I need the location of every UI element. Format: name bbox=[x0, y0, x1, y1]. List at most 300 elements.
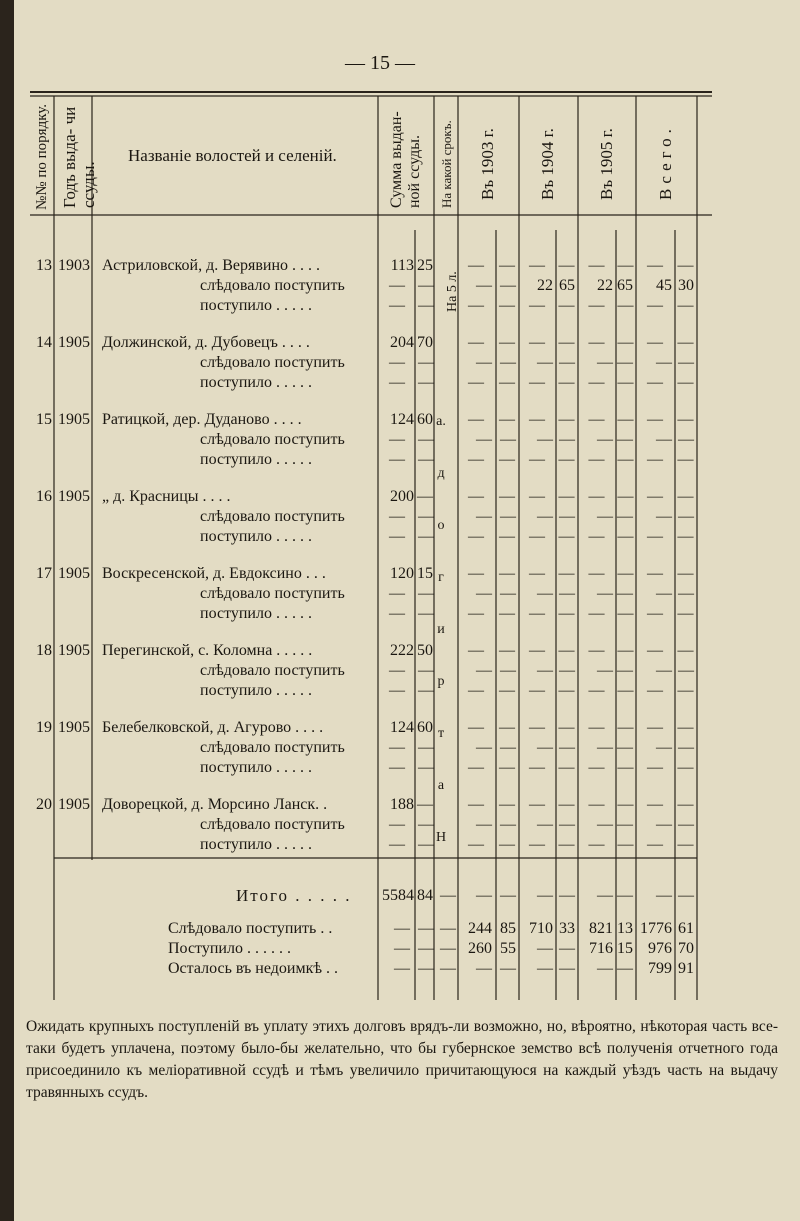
totals-sum-dash: — bbox=[418, 920, 434, 937]
entry-received-value: — bbox=[468, 759, 484, 776]
entry-year-value: — bbox=[617, 719, 634, 736]
entry-sum-dash: — bbox=[418, 374, 434, 391]
entry-year-value: — bbox=[529, 565, 545, 582]
entry-name: Белебелковской, д. Агурово . . . . bbox=[102, 719, 324, 736]
totals-sum-kopecks: 84 bbox=[417, 887, 433, 904]
entry-received-value: — bbox=[499, 682, 515, 699]
entry-year-value: — bbox=[677, 565, 694, 582]
entry-due-value: — bbox=[476, 431, 492, 448]
term-letter: д bbox=[437, 466, 445, 481]
entry-due-value: — bbox=[617, 508, 633, 525]
entry-received-value: — bbox=[558, 682, 575, 699]
entry-name: Астриловской, д. Верявино . . . . bbox=[102, 257, 321, 274]
totals-remaining-value: — bbox=[559, 960, 575, 977]
entry-received-value: — bbox=[588, 759, 605, 776]
entry-year-value: — bbox=[499, 719, 515, 736]
term-letter: г bbox=[438, 570, 444, 585]
totals-remaining-label: Осталось въ недоимкѣ . . bbox=[168, 960, 339, 977]
totals-year-dash: — bbox=[597, 887, 613, 904]
entry-received-value: — bbox=[468, 297, 484, 314]
totals-sum-dash: — bbox=[418, 960, 434, 977]
entry-sum-dash: — bbox=[418, 585, 434, 602]
entry-sum-rubles: 124 bbox=[390, 719, 414, 736]
totals-year-dash: — bbox=[537, 887, 553, 904]
entry-sum-kopecks: 15 bbox=[417, 565, 433, 582]
totals-due-value: 821 bbox=[589, 920, 613, 937]
entry-due-value: — bbox=[559, 431, 575, 448]
term-in-three-years bbox=[431, 415, 451, 883]
entry-received-value: — bbox=[558, 836, 575, 853]
entry-due-value: 65 bbox=[559, 277, 575, 294]
page-number: — 15 — bbox=[345, 52, 415, 74]
entry-sum-dash: — bbox=[418, 451, 434, 468]
entry-received-value: — bbox=[529, 528, 545, 545]
entry-year-value: — bbox=[558, 257, 575, 274]
totals-remaining-value: — bbox=[617, 960, 633, 977]
entry-due-value: — bbox=[656, 662, 672, 679]
entry-year-value: — bbox=[647, 334, 663, 351]
totals-sum-dash: — bbox=[440, 960, 456, 977]
entry-received-value: — bbox=[558, 528, 575, 545]
entry-due-value: — bbox=[597, 354, 613, 371]
totals-received-value: 70 bbox=[678, 940, 694, 957]
entry-due-label: слѣдовало поступить bbox=[200, 508, 345, 525]
entry-sum-rubles: 188 bbox=[390, 796, 414, 813]
entry-sum-kopecks: 60 bbox=[417, 411, 433, 428]
entry-received-value: — bbox=[647, 297, 663, 314]
entry-year-value: — bbox=[499, 257, 515, 274]
entry-year-value: — bbox=[617, 334, 634, 351]
entry-year-value: — bbox=[499, 796, 515, 813]
entry-year-value: — bbox=[617, 796, 634, 813]
entry-received-label: поступило . . . . . bbox=[200, 836, 312, 853]
entry-sum-dash: — bbox=[418, 297, 434, 314]
entry-sum-kopecks: — bbox=[417, 796, 433, 813]
totals-due-value: 33 bbox=[559, 920, 575, 937]
header-order-number: №№ по порядку. bbox=[34, 103, 50, 210]
entry-sum-dash: — bbox=[389, 816, 405, 833]
entry-due-label: слѣдовало поступить bbox=[200, 585, 345, 602]
entry-year-value: — bbox=[499, 334, 515, 351]
entry-due-value: — bbox=[500, 431, 516, 448]
entry-due-value: — bbox=[617, 662, 633, 679]
totals-sum-dash: — bbox=[394, 960, 410, 977]
entry-due-value: — bbox=[678, 816, 694, 833]
totals-term-dash: — bbox=[440, 887, 456, 904]
entry-received-label: поступило . . . . . bbox=[200, 528, 312, 545]
entry-sum-kopecks: 50 bbox=[417, 642, 433, 659]
entry-due-value: — bbox=[617, 431, 633, 448]
entry-year-value: — bbox=[468, 796, 484, 813]
header-year-issued: Годъ выда- чи ссуды. bbox=[60, 106, 98, 208]
entry-due-value: — bbox=[597, 508, 613, 525]
totals-sum-dash: — bbox=[440, 920, 456, 937]
term-letter: а bbox=[437, 778, 445, 793]
entry-year-value: — bbox=[677, 642, 694, 659]
header-1904: Въ 1904 г. bbox=[538, 128, 557, 200]
entry-due-value: — bbox=[656, 816, 672, 833]
entry-due-value: 45 bbox=[656, 277, 672, 294]
entry-year-value: — bbox=[617, 565, 634, 582]
entry-received-value: — bbox=[617, 374, 634, 391]
entry-name: „ д. Красницы . . . . bbox=[102, 488, 231, 505]
entry-year-value: — bbox=[468, 257, 484, 274]
totals-sum-dash: — bbox=[394, 920, 410, 937]
header-loan-sum: Сумма выдан- ной ссуды. bbox=[388, 111, 423, 208]
entry-year-value: — bbox=[468, 334, 484, 351]
totals-received-value: 976 bbox=[648, 940, 672, 957]
header-total: Всего. bbox=[656, 124, 675, 200]
term-letter: р bbox=[437, 674, 445, 689]
entry-sum-dash: — bbox=[389, 759, 405, 776]
entry-due-value: — bbox=[537, 585, 553, 602]
totals-received-value: — bbox=[537, 940, 553, 957]
entry-year-value: — bbox=[588, 257, 605, 274]
totals-remaining-value: — bbox=[537, 960, 553, 977]
term-five-years: На 5 л. bbox=[445, 271, 460, 312]
entry-sum-dash: — bbox=[389, 297, 405, 314]
totals-due-value: 13 bbox=[617, 920, 633, 937]
entry-year-value: — bbox=[558, 719, 575, 736]
totals-received-value: 716 bbox=[589, 940, 613, 957]
entry-year-value: — bbox=[588, 411, 605, 428]
entry-sum-dash: — bbox=[389, 739, 405, 756]
entry-sum-rubles: 113 bbox=[390, 257, 414, 274]
entry-received-value: — bbox=[558, 451, 575, 468]
entry-year: 1905 bbox=[58, 565, 90, 582]
entry-due-label: слѣдовало поступить bbox=[200, 662, 345, 679]
entry-received-value: — bbox=[529, 836, 545, 853]
entry-number: 17 bbox=[36, 565, 52, 582]
body-paragraph: Ожидать крупныхъ поступленій въ уплату этихъ долговъ врядъ-ли возможно, но, вѣроятно, нѣкоторая часть все-таки будетъ уплачена, поэтому было-бы желательно, что бы губернское земство всѣ полученія отчетного года присоединило къ меліоративной ссудѣ и тѣмъ увеличило причитающуюся на каждый уѣздъ часть на выдачу травянныхъ ссудъ. bbox=[26, 1018, 778, 1101]
entry-sum-rubles: 120 bbox=[390, 565, 414, 582]
entry-year-value: — bbox=[647, 565, 663, 582]
entry-sum-kopecks: 60 bbox=[417, 719, 433, 736]
entry-number: 20 bbox=[36, 796, 52, 813]
entry-due-value: — bbox=[537, 816, 553, 833]
entry-year-value: — bbox=[499, 488, 515, 505]
entry-sum-dash: — bbox=[389, 605, 405, 622]
entry-due-value: — bbox=[617, 585, 633, 602]
entry-received-value: — bbox=[588, 374, 605, 391]
entry-received-value: — bbox=[647, 836, 663, 853]
totals-sum-dash: — bbox=[394, 940, 410, 957]
term-letter: Н bbox=[435, 830, 447, 845]
entry-year-value: — bbox=[617, 411, 634, 428]
totals-remaining-value: — bbox=[476, 960, 492, 977]
entry-received-label: поступило . . . . . bbox=[200, 451, 312, 468]
entry-received-value: — bbox=[468, 836, 484, 853]
header-1903: Въ 1903 г. bbox=[478, 128, 497, 200]
entry-received-value: — bbox=[647, 605, 663, 622]
entry-year-value: — bbox=[558, 488, 575, 505]
entry-year-value: — bbox=[558, 642, 575, 659]
entry-received-value: — bbox=[588, 297, 605, 314]
entry-year-value: — bbox=[468, 488, 484, 505]
entry-year-value: — bbox=[677, 411, 694, 428]
entry-received-value: — bbox=[468, 682, 484, 699]
entry-year-value: — bbox=[647, 488, 663, 505]
entry-received-value: — bbox=[529, 682, 545, 699]
entry-due-label: слѣдовало поступить bbox=[200, 354, 345, 371]
totals-due-value: 85 bbox=[500, 920, 516, 937]
totals-sum-dash: — bbox=[440, 940, 456, 957]
entry-year-value: — bbox=[529, 642, 545, 659]
entry-due-value: — bbox=[678, 662, 694, 679]
entry-due-value: — bbox=[500, 277, 516, 294]
entry-received-value: — bbox=[588, 682, 605, 699]
entry-due-value: — bbox=[597, 585, 613, 602]
totals-year-dash: — bbox=[559, 887, 575, 904]
entry-received-value: — bbox=[677, 682, 694, 699]
entry-due-value: — bbox=[597, 662, 613, 679]
entry-sum-dash: — bbox=[418, 759, 434, 776]
entry-received-value: — bbox=[647, 682, 663, 699]
entry-due-value: — bbox=[476, 508, 492, 525]
entry-sum-kopecks: 70 bbox=[417, 334, 433, 351]
entry-year: 1905 bbox=[58, 411, 90, 428]
entry-year: 1905 bbox=[58, 719, 90, 736]
entry-sum-rubles: 222 bbox=[390, 642, 414, 659]
entry-due-value: — bbox=[476, 277, 492, 294]
entry-received-value: — bbox=[647, 528, 663, 545]
entry-year-value: — bbox=[588, 565, 605, 582]
entry-received-value: — bbox=[677, 451, 694, 468]
entry-sum-dash: — bbox=[389, 682, 405, 699]
entry-year-value: — bbox=[677, 719, 694, 736]
entry-received-value: — bbox=[677, 374, 694, 391]
entry-number: 19 bbox=[36, 719, 52, 736]
entry-received-label: поступило . . . . . bbox=[200, 682, 312, 699]
entry-due-value: — bbox=[678, 739, 694, 756]
totals-year-dash: — bbox=[476, 887, 492, 904]
entry-year-value: — bbox=[529, 488, 545, 505]
entry-due-value: — bbox=[597, 431, 613, 448]
entry-received-value: — bbox=[558, 605, 575, 622]
entry-sum-dash: — bbox=[418, 508, 434, 525]
entry-name: Должинской, д. Дубовецъ . . . . bbox=[102, 334, 310, 351]
entry-sum-kopecks: 25 bbox=[417, 257, 433, 274]
entry-received-value: — bbox=[617, 451, 634, 468]
entry-due-label: слѣдовало поступить bbox=[200, 277, 345, 294]
totals-received-value: 15 bbox=[617, 940, 633, 957]
entry-sum-dash: — bbox=[389, 277, 405, 294]
entry-due-value: — bbox=[597, 739, 613, 756]
entry-due-value: — bbox=[617, 739, 633, 756]
entry-sum-dash: — bbox=[418, 816, 434, 833]
entry-sum-dash: — bbox=[418, 836, 434, 853]
entry-due-value: 22 bbox=[537, 277, 553, 294]
entry-sum-dash: — bbox=[418, 605, 434, 622]
entry-received-value: — bbox=[468, 374, 484, 391]
entry-received-value: — bbox=[529, 605, 545, 622]
entry-due-value: — bbox=[476, 585, 492, 602]
entry-year: 1905 bbox=[58, 488, 90, 505]
term-letter: т bbox=[437, 726, 445, 741]
entry-received-value: — bbox=[677, 528, 694, 545]
entry-received-value: — bbox=[529, 759, 545, 776]
entry-due-label: слѣдовало поступить bbox=[200, 431, 345, 448]
entry-due-value: — bbox=[537, 508, 553, 525]
totals-sum-dash: — bbox=[418, 940, 434, 957]
entry-due-value: — bbox=[500, 816, 516, 833]
entry-received-value: — bbox=[588, 451, 605, 468]
entry-due-value: — bbox=[537, 354, 553, 371]
entry-year-value: — bbox=[588, 488, 605, 505]
entry-name: Доворецкой, д. Морсино Ланск. . bbox=[102, 796, 328, 813]
totals-year-dash: — bbox=[617, 887, 633, 904]
entry-received-value: — bbox=[647, 759, 663, 776]
entry-due-value: — bbox=[678, 354, 694, 371]
entry-due-label: слѣдовало поступить bbox=[200, 816, 345, 833]
entry-year-value: — bbox=[529, 719, 545, 736]
entry-received-value: — bbox=[647, 451, 663, 468]
entry-year: 1905 bbox=[58, 796, 90, 813]
entry-received-label: поступило . . . . . bbox=[200, 759, 312, 776]
entry-received-value: — bbox=[468, 451, 484, 468]
entry-received-value: — bbox=[499, 605, 515, 622]
entry-due-value: — bbox=[617, 354, 633, 371]
entry-received-value: — bbox=[677, 605, 694, 622]
totals-due-value: 1776 bbox=[640, 920, 672, 937]
entry-due-value: — bbox=[559, 508, 575, 525]
entry-sum-dash: — bbox=[389, 431, 405, 448]
entry-received-value: — bbox=[558, 374, 575, 391]
entry-number: 18 bbox=[36, 642, 52, 659]
entry-year-value: — bbox=[677, 796, 694, 813]
totals-received-value: — bbox=[559, 940, 575, 957]
entry-year-value: — bbox=[617, 488, 634, 505]
entry-due-value: — bbox=[559, 662, 575, 679]
entry-sum-dash: — bbox=[389, 451, 405, 468]
entry-year-value: — bbox=[647, 796, 663, 813]
entry-due-value: — bbox=[678, 431, 694, 448]
entry-sum-dash: — bbox=[389, 836, 405, 853]
entry-year-value: — bbox=[677, 257, 694, 274]
entry-received-value: — bbox=[617, 759, 634, 776]
entry-due-value: — bbox=[559, 739, 575, 756]
entry-number: 16 bbox=[36, 488, 52, 505]
entry-due-value: — bbox=[678, 585, 694, 602]
entry-received-value: — bbox=[499, 836, 515, 853]
entry-year-value: — bbox=[617, 642, 634, 659]
entry-sum-rubles: 124 bbox=[390, 411, 414, 428]
entry-due-value: — bbox=[597, 816, 613, 833]
entry-sum-rubles: 200 bbox=[390, 488, 414, 505]
entry-due-value: — bbox=[500, 739, 516, 756]
totals-year-dash: — bbox=[678, 887, 694, 904]
entry-sum-dash: — bbox=[389, 374, 405, 391]
entry-year-value: — bbox=[558, 334, 575, 351]
entry-due-value: — bbox=[476, 662, 492, 679]
entry-sum-dash: — bbox=[389, 662, 405, 679]
entry-due-value: — bbox=[559, 585, 575, 602]
entry-received-value: — bbox=[529, 374, 545, 391]
totals-received-value: 55 bbox=[500, 940, 516, 957]
entry-received-value: — bbox=[677, 836, 694, 853]
totals-received-value: 260 bbox=[468, 940, 492, 957]
entry-sum-dash: — bbox=[418, 431, 434, 448]
entry-sum-dash: — bbox=[418, 528, 434, 545]
totals-received-label: Поступило . . . . . . bbox=[168, 940, 291, 957]
entry-name: Воскресенской, д. Евдоксино . . . bbox=[102, 565, 326, 582]
entry-received-value: — bbox=[558, 759, 575, 776]
term-letter: а. bbox=[436, 414, 446, 429]
entry-received-value: — bbox=[617, 836, 634, 853]
entry-due-value: — bbox=[656, 585, 672, 602]
entry-name: Ратицкой, дер. Дуданово . . . . bbox=[102, 411, 302, 428]
entry-year-value: — bbox=[617, 257, 634, 274]
entry-received-value: — bbox=[499, 759, 515, 776]
entry-year-value: — bbox=[499, 565, 515, 582]
entry-year-value: — bbox=[647, 719, 663, 736]
entry-sum-dash: — bbox=[389, 585, 405, 602]
entry-year-value: — bbox=[677, 488, 694, 505]
entry-received-value: — bbox=[499, 374, 515, 391]
entry-due-value: 30 bbox=[678, 277, 694, 294]
entry-year-value: — bbox=[588, 334, 605, 351]
entry-sum-dash: — bbox=[418, 739, 434, 756]
entry-due-value: — bbox=[656, 431, 672, 448]
entry-sum-kopecks: — bbox=[417, 488, 433, 505]
entry-number: 13 bbox=[36, 257, 52, 274]
entry-received-label: поступило . . . . . bbox=[200, 374, 312, 391]
entry-due-label: слѣдовало поступить bbox=[200, 739, 345, 756]
entry-sum-rubles: 204 bbox=[390, 334, 414, 351]
entry-year-value: — bbox=[499, 642, 515, 659]
entry-year-value: — bbox=[647, 642, 663, 659]
header-1905: Въ 1905 г. bbox=[597, 128, 616, 200]
entry-year-value: — bbox=[677, 334, 694, 351]
term-letter: и bbox=[437, 622, 445, 637]
header-term: На какой срокъ. bbox=[439, 120, 454, 208]
entry-number: 14 bbox=[36, 334, 52, 351]
entry-received-value: — bbox=[647, 374, 663, 391]
entry-year-value: — bbox=[529, 796, 545, 813]
entry-year-value: — bbox=[468, 719, 484, 736]
entry-year-value: — bbox=[588, 642, 605, 659]
entry-sum-dash: — bbox=[418, 662, 434, 679]
entry-sum-dash: — bbox=[389, 528, 405, 545]
entry-due-value: — bbox=[500, 508, 516, 525]
entry-year-value: — bbox=[529, 334, 545, 351]
entry-due-value: 65 bbox=[617, 277, 633, 294]
entry-year-value: — bbox=[588, 796, 605, 813]
totals-remaining-value: 799 bbox=[648, 960, 672, 977]
entry-received-value: — bbox=[529, 297, 545, 314]
entry-received-value: — bbox=[677, 759, 694, 776]
entry-year-value: — bbox=[529, 257, 545, 274]
entry-received-value: — bbox=[499, 528, 515, 545]
entry-year: 1903 bbox=[58, 257, 90, 274]
entry-received-value: — bbox=[529, 451, 545, 468]
entry-received-value: — bbox=[588, 836, 605, 853]
entry-due-value: — bbox=[537, 739, 553, 756]
entry-year-value: — bbox=[647, 411, 663, 428]
entry-received-value: — bbox=[617, 682, 634, 699]
entry-sum-dash: — bbox=[418, 682, 434, 699]
entry-received-value: — bbox=[617, 528, 634, 545]
entry-due-value: — bbox=[476, 816, 492, 833]
entry-year-value: — bbox=[468, 411, 484, 428]
entry-received-value: — bbox=[588, 605, 605, 622]
entry-sum-dash: — bbox=[418, 354, 434, 371]
entry-received-value: — bbox=[468, 528, 484, 545]
entry-year-value: — bbox=[647, 257, 663, 274]
entry-year-value: — bbox=[529, 411, 545, 428]
totals-remaining-value: 91 bbox=[678, 960, 694, 977]
entry-sum-dash: — bbox=[389, 508, 405, 525]
